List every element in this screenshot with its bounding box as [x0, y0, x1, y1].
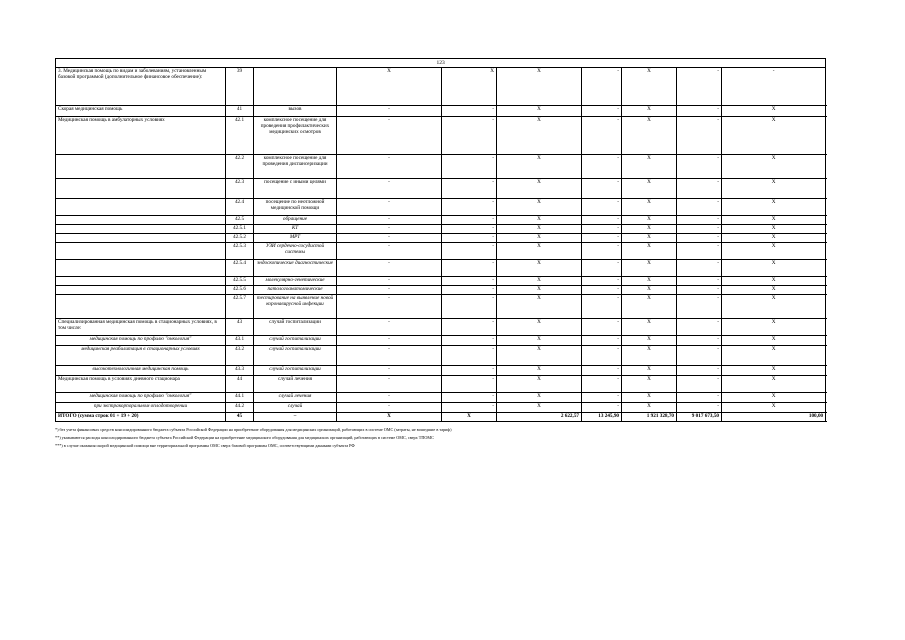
value-cell-1: -: [337, 216, 442, 225]
value-cell-3: X: [497, 243, 582, 260]
table-row: [56, 199, 826, 216]
value-cell-1: -: [337, 376, 442, 393]
row-label: Медицинская помощь в условиях дневного стационара: [56, 376, 226, 393]
row-number: 41: [226, 106, 254, 117]
value-cell-2: -: [442, 336, 497, 346]
value-cell-7: X: [722, 346, 826, 366]
unit-of-measure: посещение с иными целями: [254, 179, 337, 199]
value-cell-4: -: [582, 277, 622, 286]
value-cell-4: -: [582, 68, 622, 106]
row-number: 42.5.1: [226, 225, 254, 234]
value-cell-5: X: [622, 179, 677, 199]
value-cell-4: -: [582, 336, 622, 346]
value-cell-5: X: [622, 376, 677, 393]
row-label: [56, 260, 226, 277]
value-cell-3: X: [497, 346, 582, 366]
table-row: [56, 286, 826, 295]
value-cell-6: -: [677, 216, 722, 225]
value-cell-4: -: [582, 393, 622, 403]
value-cell-3: X: [497, 155, 582, 179]
value-cell-5: X: [622, 68, 677, 106]
table-row: [56, 336, 826, 346]
value-cell-4: -: [582, 346, 622, 366]
unit-of-measure: МРТ: [254, 234, 337, 243]
footnote: ***) в случае оказания скорой медицинской помощи вне территориальной программы ОМС сверх базовой программы ОМС, соответствующими данными субъекта РФ: [55, 443, 355, 448]
table-row: [56, 106, 826, 117]
value-cell-6: -: [677, 286, 722, 295]
unit-of-measure: случай: [254, 403, 337, 413]
value-cell-6: -: [677, 366, 722, 376]
value-cell-5: X: [622, 225, 677, 234]
total-value-6: 9 017 673,50: [677, 413, 722, 422]
unit-of-measure: обращение: [254, 216, 337, 225]
value-cell-4: -: [582, 216, 622, 225]
value-cell-5: X: [622, 216, 677, 225]
value-cell-7: X: [722, 234, 826, 243]
value-cell-2: -: [442, 216, 497, 225]
value-cell-5: X: [622, 117, 677, 155]
value-cell-6: -: [677, 260, 722, 277]
row-label: при экстракорпоральном оплодотворении: [56, 403, 226, 413]
value-cell-5: X: [622, 277, 677, 286]
row-label: Специализированная медицинская помощь в стационарных условиях, в том числе:: [56, 319, 226, 336]
value-cell-1: -: [337, 106, 442, 117]
total-label: ИТОГО (сумма строк 01 + 19 + 20): [56, 413, 226, 422]
row-number: 42.3: [226, 179, 254, 199]
table-row: [56, 243, 826, 260]
total-value-2: X: [442, 413, 497, 422]
row-label: высокотехнологичная медицинская помощь: [56, 366, 226, 376]
value-cell-3: X: [497, 106, 582, 117]
value-cell-6: -: [677, 199, 722, 216]
value-cell-6: -: [677, 295, 722, 319]
value-cell-5: X: [622, 393, 677, 403]
value-cell-4: -: [582, 225, 622, 234]
row-label: [56, 295, 226, 319]
value-cell-2: -: [442, 199, 497, 216]
value-cell-3: X: [497, 225, 582, 234]
value-cell-6: -: [677, 225, 722, 234]
table-row: [56, 68, 826, 106]
row-number: 43.2: [226, 346, 254, 366]
table-row: [56, 277, 826, 286]
value-cell-7: X: [722, 225, 826, 234]
value-cell-1: -: [337, 366, 442, 376]
unit-of-measure: случай госпитализации: [254, 366, 337, 376]
table-row: [56, 234, 826, 243]
value-cell-4: -: [582, 260, 622, 277]
value-cell-1: -: [337, 393, 442, 403]
value-cell-7: X: [722, 155, 826, 179]
value-cell-6: -: [677, 336, 722, 346]
unit-of-measure: случай лечения: [254, 376, 337, 393]
value-cell-7: X: [722, 376, 826, 393]
total-value-7: 100,00: [722, 413, 826, 422]
value-cell-5: X: [622, 295, 677, 319]
value-cell-1: -: [337, 199, 442, 216]
row-label: [56, 234, 226, 243]
unit-of-measure: случай госпитализации: [254, 336, 337, 346]
total-unit: –: [254, 413, 337, 422]
value-cell-7: X: [722, 403, 826, 413]
value-cell-7: X: [722, 277, 826, 286]
value-cell-5: X: [622, 366, 677, 376]
value-cell-3: X: [497, 117, 582, 155]
value-cell-1: -: [337, 346, 442, 366]
value-cell-3: X: [497, 68, 582, 106]
table-row: [56, 403, 826, 413]
unit-of-measure: посещение по неотложной медицинской помощи: [254, 199, 337, 216]
value-cell-2: -: [442, 346, 497, 366]
unit-of-measure: молекулярно-генетические: [254, 277, 337, 286]
unit-of-measure: случай госпитализации: [254, 319, 337, 336]
value-cell-4: -: [582, 155, 622, 179]
value-cell-2: -: [442, 225, 497, 234]
value-cell-4: -: [582, 286, 622, 295]
value-cell-4: -: [582, 376, 622, 393]
value-cell-6: -: [677, 179, 722, 199]
row-label: [56, 179, 226, 199]
total-value-1: X: [337, 413, 442, 422]
row-number: 42.5: [226, 216, 254, 225]
value-cell-5: X: [622, 243, 677, 260]
row-label: [56, 199, 226, 216]
table-row: [56, 260, 826, 277]
row-label: медицинская помощь по профилю "онкология": [56, 336, 226, 346]
row-number: 43.3: [226, 366, 254, 376]
value-cell-5: X: [622, 260, 677, 277]
value-cell-1: -: [337, 179, 442, 199]
row-number: 42.5.2: [226, 234, 254, 243]
table-row: [56, 366, 826, 376]
value-cell-6: -: [677, 243, 722, 260]
value-cell-2: -: [442, 260, 497, 277]
value-cell-5: X: [622, 403, 677, 413]
total-value-3: 2 622,57: [497, 413, 582, 422]
page-number: 123: [56, 59, 826, 68]
value-cell-1: -: [337, 295, 442, 319]
value-cell-7: X: [722, 366, 826, 376]
row-number: 42.5.5: [226, 277, 254, 286]
value-cell-7: X: [722, 393, 826, 403]
unit-of-measure: КТ: [254, 225, 337, 234]
value-cell-1: -: [337, 403, 442, 413]
row-number: 42.1: [226, 117, 254, 155]
value-cell-7: X: [722, 179, 826, 199]
value-cell-2: -: [442, 155, 497, 179]
row-label: Скорая медицинская помощь: [56, 106, 226, 117]
value-cell-4: -: [582, 106, 622, 117]
row-number: 42.4: [226, 199, 254, 216]
value-cell-2: -: [442, 376, 497, 393]
value-cell-1: -: [337, 117, 442, 155]
total-row: [56, 413, 826, 422]
unit-of-measure: тестирование на выявление новой коронавирусной инфекции: [254, 295, 337, 319]
value-cell-2: -: [442, 243, 497, 260]
value-cell-6: -: [677, 403, 722, 413]
value-cell-4: -: [582, 179, 622, 199]
unit-of-measure: вызов: [254, 106, 337, 117]
unit-of-measure: патологоанатомические: [254, 286, 337, 295]
value-cell-3: X: [497, 295, 582, 319]
value-cell-1: X: [337, 68, 442, 106]
unit-of-measure: случай лечения: [254, 393, 337, 403]
table-row: [56, 295, 826, 319]
value-cell-6: -: [677, 155, 722, 179]
unit-of-measure: комплексное посещение для проведения профилактических медицинских осмотров: [254, 117, 337, 155]
row-number: 42.2: [226, 155, 254, 179]
value-cell-4: -: [582, 366, 622, 376]
value-cell-6: -: [677, 393, 722, 403]
row-number: 42.5.3: [226, 243, 254, 260]
value-cell-5: X: [622, 319, 677, 336]
row-number: 44.1: [226, 393, 254, 403]
value-cell-7: X: [722, 199, 826, 216]
value-cell-2: -: [442, 366, 497, 376]
value-cell-2: -: [442, 277, 497, 286]
table-row: [56, 117, 826, 155]
document-sheet: [55, 58, 825, 450]
unit-of-measure: УЗИ сердечно-сосудистой системы: [254, 243, 337, 260]
footnotes: [55, 426, 825, 450]
value-cell-7: -: [722, 68, 826, 106]
value-cell-4: -: [582, 243, 622, 260]
value-cell-7: X: [722, 216, 826, 225]
value-cell-1: -: [337, 225, 442, 234]
value-cell-4: -: [582, 199, 622, 216]
total-value-4: 13 245,90: [582, 413, 622, 422]
row-number: 43: [226, 319, 254, 336]
table-row: [56, 155, 826, 179]
footnote: **) указываются расходы консолидированного бюджета субъекта Российской Федерации на приобретение медицинского оборудования для медицинских организаций, работающих в системе ОМС, сверх ТПОМС: [55, 435, 434, 440]
table-row: [56, 319, 826, 336]
row-number: 39: [226, 68, 254, 106]
value-cell-6: -: [677, 319, 722, 336]
financing-table: [55, 58, 826, 422]
footnote: *) без учета финансовых средств консолидированного бюджета субъекта Российской Федерации на приобретение оборудования для медицинских организаций, работающих в системе ОМС (затраты, не вошедшие в тариф): [55, 427, 452, 432]
value-cell-3: X: [497, 216, 582, 225]
value-cell-1: -: [337, 286, 442, 295]
unit-of-measure: [254, 68, 337, 106]
value-cell-5: X: [622, 155, 677, 179]
value-cell-2: -: [442, 106, 497, 117]
value-cell-7: X: [722, 117, 826, 155]
value-cell-7: X: [722, 106, 826, 117]
value-cell-2: -: [442, 393, 497, 403]
value-cell-4: -: [582, 234, 622, 243]
value-cell-7: X: [722, 286, 826, 295]
value-cell-3: X: [497, 366, 582, 376]
table-row: [56, 376, 826, 393]
table-row: [56, 225, 826, 234]
value-cell-6: -: [677, 346, 722, 366]
row-label: Медицинская помощь в амбулаторных условиях: [56, 117, 226, 155]
table-row: [56, 216, 826, 225]
value-cell-2: -: [442, 295, 497, 319]
value-cell-4: -: [582, 295, 622, 319]
value-cell-2: -: [442, 117, 497, 155]
value-cell-3: X: [497, 277, 582, 286]
value-cell-3: X: [497, 393, 582, 403]
value-cell-6: -: [677, 106, 722, 117]
value-cell-1: -: [337, 277, 442, 286]
value-cell-2: -: [442, 403, 497, 413]
value-cell-5: X: [622, 346, 677, 366]
value-cell-6: -: [677, 277, 722, 286]
value-cell-2: -: [442, 319, 497, 336]
value-cell-5: X: [622, 336, 677, 346]
row-number: 42.5.4: [226, 260, 254, 277]
value-cell-7: X: [722, 336, 826, 346]
value-cell-6: -: [677, 117, 722, 155]
value-cell-3: X: [497, 376, 582, 393]
value-cell-4: -: [582, 403, 622, 413]
value-cell-3: X: [497, 286, 582, 295]
value-cell-5: X: [622, 199, 677, 216]
row-label: [56, 155, 226, 179]
row-label: медицинская помощь по профилю "онкология": [56, 393, 226, 403]
value-cell-3: X: [497, 179, 582, 199]
total-value-5: 1 921 328,70: [622, 413, 677, 422]
unit-of-measure: случай госпитализации: [254, 346, 337, 366]
row-label: медицинская реабилитация в стационарных условиях: [56, 346, 226, 366]
row-label: [56, 277, 226, 286]
row-label: 3. Медицинская помощь по видам и заболеваниям, установленным базовой программой (дополнительное финансовое обеспечение):: [56, 68, 226, 106]
value-cell-3: X: [497, 199, 582, 216]
value-cell-3: X: [497, 403, 582, 413]
value-cell-3: X: [497, 319, 582, 336]
row-number: 43.1: [226, 336, 254, 346]
value-cell-7: X: [722, 260, 826, 277]
row-number: 42.5.7: [226, 295, 254, 319]
row-number: 44.2: [226, 403, 254, 413]
row-label: [56, 225, 226, 234]
value-cell-1: -: [337, 234, 442, 243]
value-cell-2: -: [442, 234, 497, 243]
value-cell-5: X: [622, 286, 677, 295]
value-cell-2: -: [442, 286, 497, 295]
value-cell-6: -: [677, 376, 722, 393]
unit-of-measure: эндоскопические диагностические: [254, 260, 337, 277]
page-number-row: [56, 59, 826, 68]
row-label: [56, 286, 226, 295]
value-cell-1: -: [337, 243, 442, 260]
value-cell-1: -: [337, 336, 442, 346]
row-label: [56, 216, 226, 225]
value-cell-6: -: [677, 234, 722, 243]
value-cell-7: X: [722, 295, 826, 319]
value-cell-6: -: [677, 68, 722, 106]
total-row-number: 45: [226, 413, 254, 422]
row-number: 42.5.6: [226, 286, 254, 295]
unit-of-measure: комплексное посещение для проведения диспансеризации: [254, 155, 337, 179]
value-cell-3: X: [497, 234, 582, 243]
value-cell-2: X: [442, 68, 497, 106]
value-cell-3: X: [497, 260, 582, 277]
table-row: [56, 393, 826, 403]
value-cell-2: -: [442, 179, 497, 199]
value-cell-1: -: [337, 155, 442, 179]
value-cell-7: X: [722, 319, 826, 336]
value-cell-5: X: [622, 234, 677, 243]
table-row: [56, 179, 826, 199]
table-row: [56, 346, 826, 366]
value-cell-1: -: [337, 260, 442, 277]
value-cell-1: -: [337, 319, 442, 336]
value-cell-5: X: [622, 106, 677, 117]
value-cell-4: -: [582, 117, 622, 155]
value-cell-3: X: [497, 336, 582, 346]
value-cell-7: X: [722, 243, 826, 260]
row-number: 44: [226, 376, 254, 393]
value-cell-4: -: [582, 319, 622, 336]
row-label: [56, 243, 226, 260]
